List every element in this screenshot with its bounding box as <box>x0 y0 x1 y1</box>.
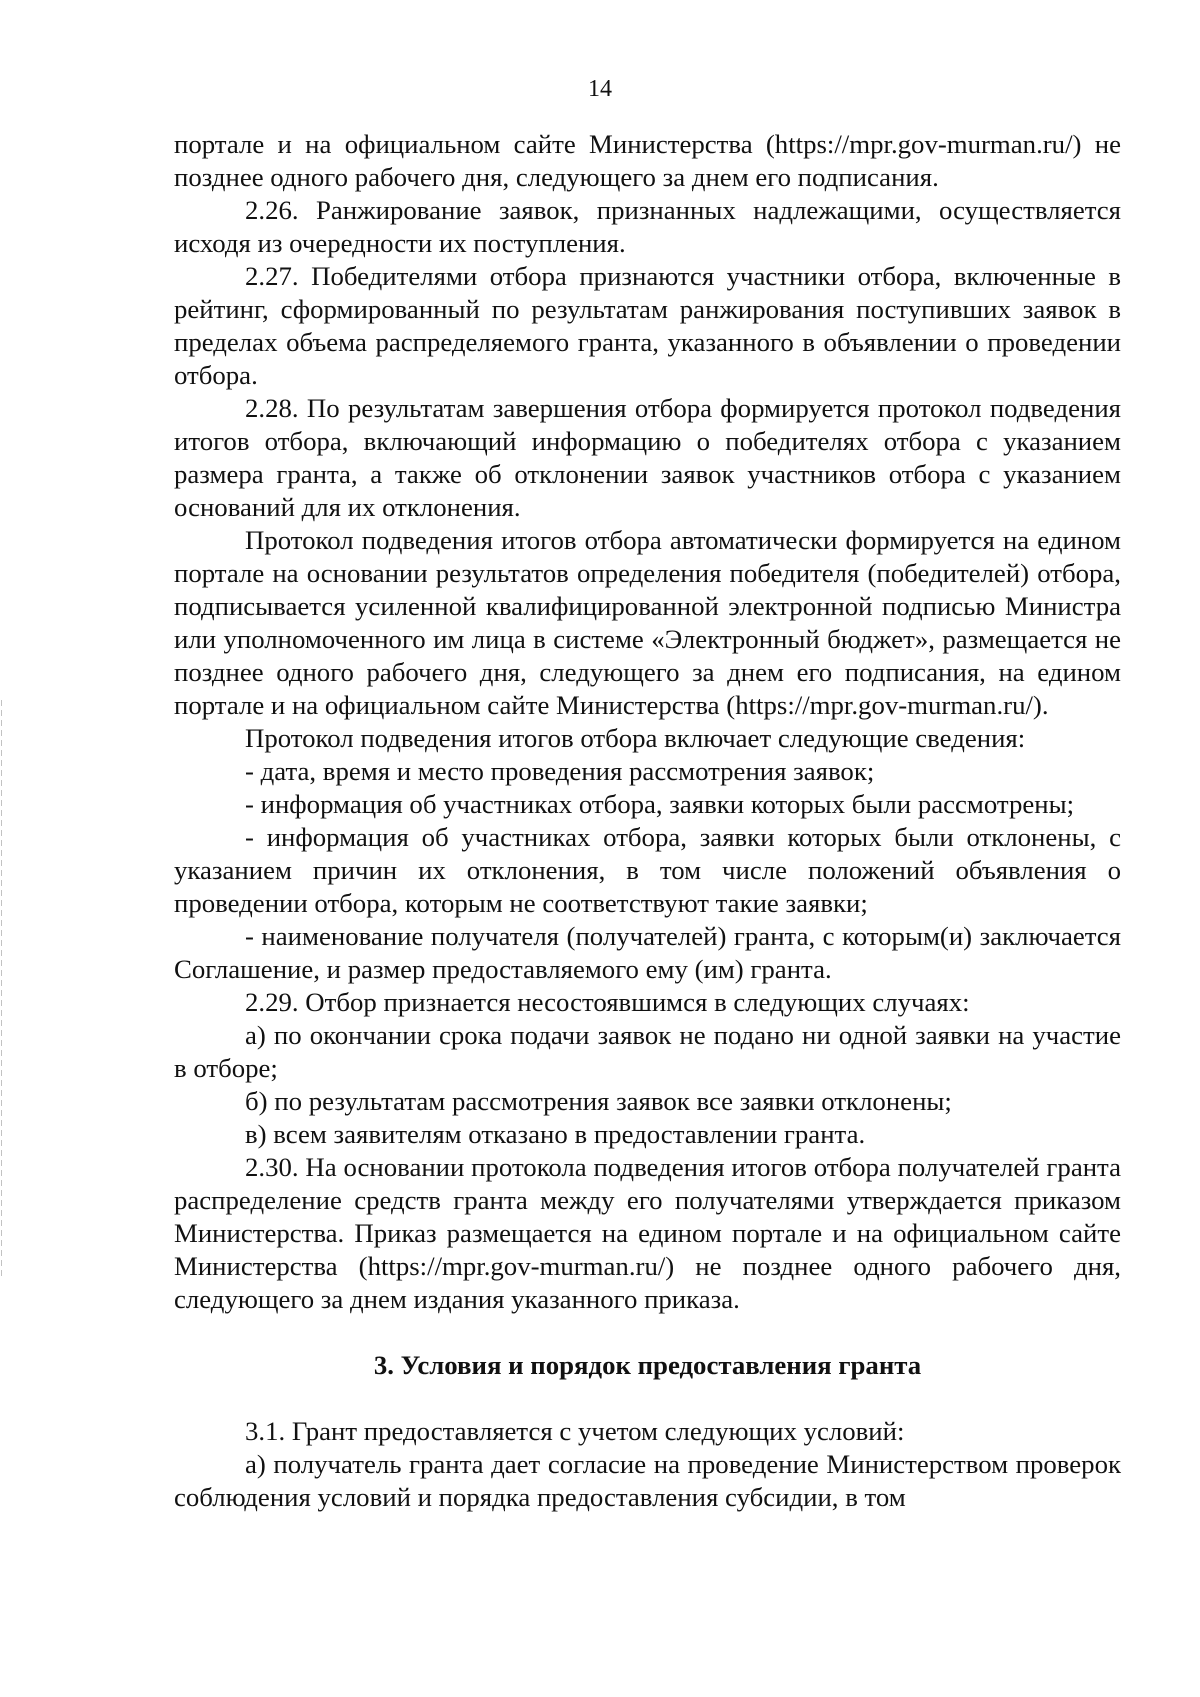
paragraph-continuation: порталe и на официальном сайте Министерства (https://mpr.gov-murman.ru/) не позднее одного рабочего дня, следующего за днем его подписания. <box>174 129 1121 192</box>
list-item-grant-recipients: - наименование получателя (получателей) гранта, с которым(и) заключается Соглашение, и размер предоставляемого ему (им) гранта. <box>174 921 1121 984</box>
section-heading: 3. Условия и порядок предоставления гранта <box>373 1350 922 1380</box>
list-item-participants-reviewed: - информация об участниках отбора, заявки которых были рассмотрены; <box>245 789 1075 819</box>
list-item-c-all-refused: в) всем заявителям отказано в предоставлении гранта. <box>245 1119 866 1149</box>
list-item-a-consent: а) получатель гранта дает согласие на проведение Министерством проверок соблюдения условий и порядка предоставления субсидии, в том <box>174 1449 1121 1512</box>
list-item-b-all-rejected: б) по результатам рассмотрения заявок все заявки отклонены; <box>245 1086 952 1116</box>
paragraph-2-26: 2.26. Ранжирование заявок, признанных надлежащими, осуществляется исходя из очередности их поступления. <box>174 195 1121 258</box>
paragraph-3-1: 3.1. Грант предоставляется с учетом следующих условий: <box>245 1416 905 1446</box>
list-item-a-no-applications: а) по окончании срока подачи заявок не подано ни одной заявки на участие в отборе; <box>174 1020 1121 1083</box>
paragraph-2-30: 2.30. На основании протокола подведения итогов отбора получателей гранта распределение средств гранта между его получателями утверждается приказом Министерства. Приказ размещается на едином портале и на официальном сайте Министерства (https://mpr.gov-murman.ru/) не позднее одного рабочего дня, следующего за днем издания указанного приказа. <box>174 1152 1121 1314</box>
scan-margin-line <box>1 700 2 1280</box>
list-item-participants-rejected: - информация об участниках отбора, заявки которых были отклонены, с указанием причин их отклонения, в том числе положений объявления о проведении отбора, которым не соответствуют такие заявки; <box>174 822 1121 918</box>
list-item-date-time-place: - дата, время и место проведения рассмотрения заявок; <box>245 756 875 786</box>
paragraph-protocol-contents: Протокол подведения итогов отбора включает следующие сведения: <box>245 723 1026 753</box>
paragraph-2-28: 2.28. По результатам завершения отбора формируется протокол подведения итогов отбора, включающий информацию о победителях отбора с указанием размера гранта, а также об отклонении заявок участников отбора с указанием оснований для их отклонения. <box>174 393 1121 522</box>
paragraph-2-27: 2.27. Победителями отбора признаются участники отбора, включенные в рейтинг, сформированный по результатам ранжирования поступивших заявок в пределах объема распределяемого гранта, указанного в объявлении о проведении отбора. <box>174 261 1121 390</box>
document-body <box>174 128 1121 1514</box>
page-number: 14 <box>588 76 612 102</box>
paragraph-protocol-formation: Протокол подведения итогов отбора автоматически формируется на едином портале на основании результатов определения победителя (победителей) отбора, подписывается усиленной квалифицированной электронной подписью Министра или уполномоченного им лица в системе «Электронный бюджет», размещается не позднее одного рабочего дня, следующего за днем его подписания, на едином портале и на официальном сайте Министерства (https://mpr.gov-murman.ru/). <box>174 525 1121 720</box>
paragraph-2-29: 2.29. Отбор признается несостоявшимся в следующих случаях: <box>245 987 970 1017</box>
